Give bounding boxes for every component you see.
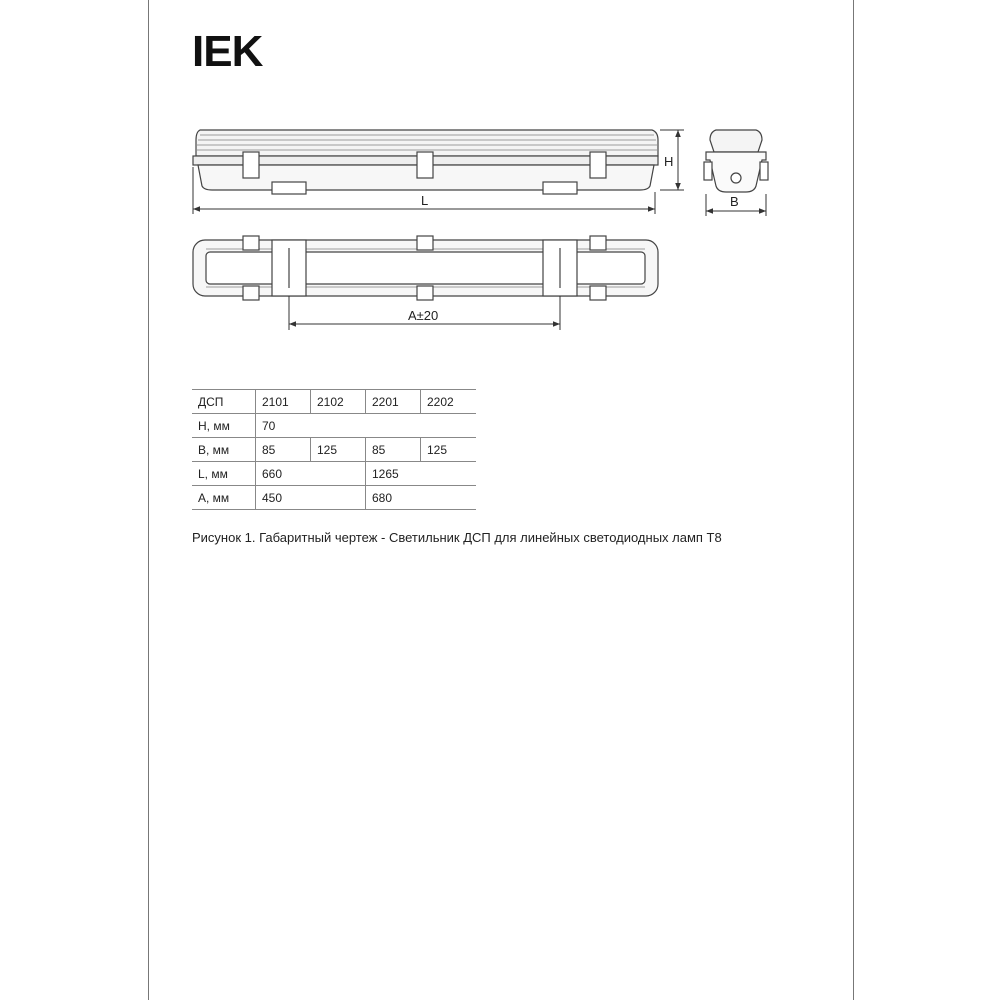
table-row — [192, 486, 476, 510]
label-A: A±20 — [408, 308, 439, 323]
table-cell: 125 — [421, 438, 477, 462]
luminaire-end-view — [704, 130, 768, 192]
figure-caption: Рисунок 1. Габаритный чертеж - Светильник ДСП для линейных светодиодных ламп Т8 — [192, 530, 722, 545]
table-cell: A, мм — [192, 486, 256, 510]
table-cell: H, мм — [192, 414, 256, 438]
table-cell: 2101 — [256, 390, 311, 414]
table-cell: ДСП — [192, 390, 256, 414]
luminaire-side-view — [193, 130, 658, 194]
label-H: H — [664, 154, 674, 169]
table-cell: 125 — [311, 438, 366, 462]
table-cell: 450 — [256, 486, 366, 510]
table-cell: L, мм — [192, 462, 256, 486]
iek-logo: IEK — [192, 27, 263, 76]
table-cell: 2102 — [311, 390, 366, 414]
table-cell: 85 — [256, 438, 311, 462]
table-row — [192, 462, 476, 486]
table-cell: 85 — [366, 438, 421, 462]
table-row — [192, 438, 476, 462]
label-B: B — [730, 194, 739, 209]
table-header-row — [192, 390, 476, 414]
table-cell: 2202 — [421, 390, 477, 414]
table-cell: 1265 — [366, 462, 477, 486]
spec-table — [192, 389, 476, 510]
table-cell: 2201 — [366, 390, 421, 414]
table-row — [192, 414, 476, 438]
table-cell: 70 — [256, 414, 477, 438]
luminaire-top-view — [193, 236, 658, 300]
table-cell: 660 — [256, 462, 366, 486]
table-cell: B, мм — [192, 438, 256, 462]
table-cell: 680 — [366, 486, 477, 510]
label-L: L — [421, 193, 429, 208]
